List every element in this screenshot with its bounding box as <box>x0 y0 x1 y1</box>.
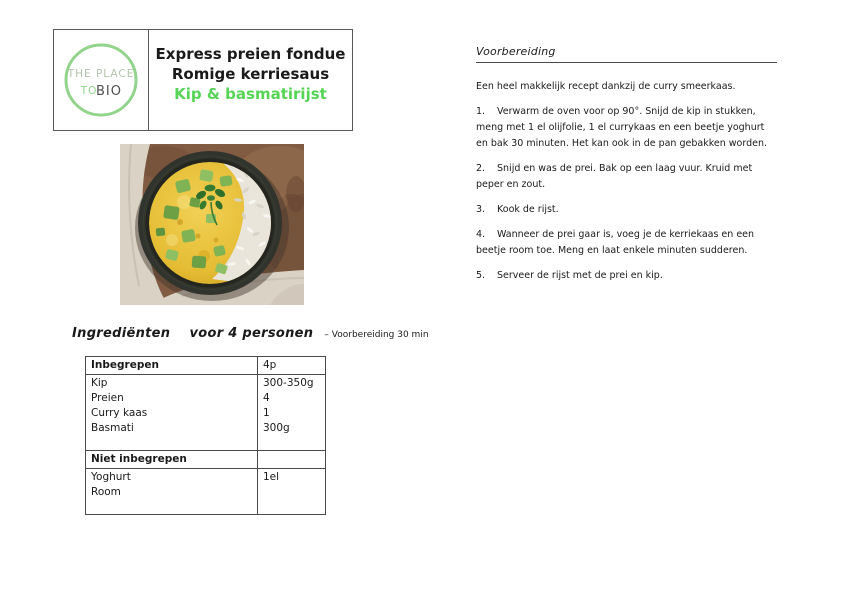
step-number: 5. <box>476 270 486 281</box>
curry-bowl-illustration <box>120 144 304 305</box>
ingredient-qty: 1el <box>263 471 280 483</box>
recipe-title-line-2: Romige kerriesaus <box>171 65 330 83</box>
table-row-included-header <box>86 357 326 375</box>
table-row-included-items <box>86 375 326 451</box>
step-text: Kook de rijst. <box>497 204 559 215</box>
ingredient-qty <box>263 485 321 500</box>
ingredient-qty: 1 <box>263 407 270 419</box>
step-text: Wanneer de prei gaar is, voeg je de kerriekaas en een beetje room toe. Meng en laat enkele minuten sudderen. <box>476 229 755 256</box>
step-number: 4. <box>476 229 486 240</box>
table-row-excluded-items <box>86 469 326 515</box>
step-text: Verwarm de oven voor op 90°. Snijd de kip in stukken, meng met 1 el olijfolie, 1 el currykaas en een beetje yoghurt en bak 30 minuten. Het kan ook in de pan gebakken worden. <box>476 106 767 149</box>
logo-text-bio: Bio <box>96 84 122 99</box>
included-item-names <box>86 375 258 451</box>
ingredient-name: Basmati <box>91 422 134 434</box>
preparation-step-1 <box>476 104 777 152</box>
ingredients-table <box>85 356 326 515</box>
included-header-qty: 4p <box>258 357 326 375</box>
step-text: Snijd en was de prei. Bak op een laag vuur. Kruid met peper en zout. <box>476 163 753 190</box>
excluded-header-qty <box>258 451 326 469</box>
step-number: 2. <box>476 163 486 174</box>
recipe-title-line-1: Express preien fondue <box>155 45 346 63</box>
recipe-title-block <box>149 30 352 130</box>
ingredient-qty: 300-350g <box>263 377 314 389</box>
ingredient-name: Curry kaas <box>91 407 148 419</box>
recipe-title-line-3: Kip & basmatirijst <box>174 85 327 103</box>
step-number: 1. <box>476 106 486 117</box>
included-header-label: Inbegrepen <box>86 357 258 375</box>
ingredient-name: Preien <box>91 392 124 404</box>
recipe-photo-image <box>120 144 304 305</box>
ingredient-name: Kip <box>91 377 108 389</box>
logo-text-to: to <box>80 85 98 97</box>
excluded-item-names <box>86 469 258 515</box>
preparation-heading: Voorbereiding <box>476 45 777 63</box>
header-box <box>53 29 353 131</box>
ingredient-qty: 4 <box>263 392 270 404</box>
logo-circle <box>66 45 136 115</box>
excluded-item-quantities <box>258 469 326 515</box>
table-row-excluded-header <box>86 451 326 469</box>
logo-cell <box>54 30 149 130</box>
preparation-intro: Een heel makkelijk recept dankzij de curry smeerkaas. <box>476 81 736 92</box>
ingredients-heading-row <box>72 322 429 341</box>
ingredient-name: Room <box>91 486 121 498</box>
ingredients-prep-time: – Voorbereiding 30 min <box>324 330 429 340</box>
ingredients-heading: Ingrediënten <box>72 326 171 341</box>
step-number: 3. <box>476 204 486 215</box>
included-item-quantities <box>258 375 326 451</box>
excluded-header-label: Niet inbegrepen <box>86 451 258 469</box>
brand-logo <box>61 38 141 122</box>
ingredient-name: Yoghurt <box>91 471 131 483</box>
preparation-section <box>476 45 777 284</box>
preparation-step-5 <box>476 268 777 284</box>
logo-text-line1: The Place <box>67 68 135 80</box>
ingredients-servings: voor 4 personen <box>189 326 314 341</box>
preparation-step-3 <box>476 202 777 218</box>
preparation-step-2 <box>476 161 777 193</box>
preparation-step-4 <box>476 227 777 259</box>
step-text: Serveer de rijst met de prei en kip. <box>497 270 663 281</box>
ingredient-qty: 300g <box>263 422 290 434</box>
